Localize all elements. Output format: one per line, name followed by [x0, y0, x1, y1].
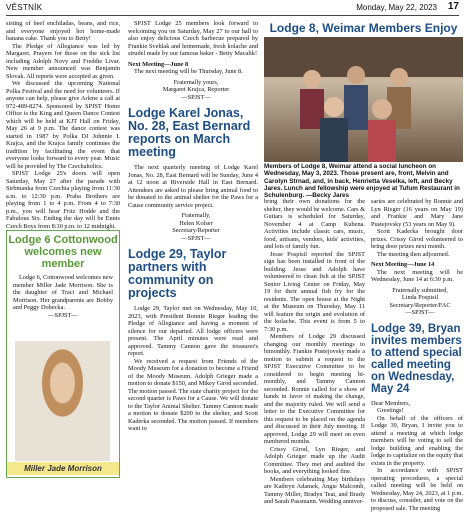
paragraph: The next meeting will be Thursday, June 8. — [134, 68, 243, 75]
photo-caption: Members of Lodge 8, Weimar attend a social luncheon on Wednesday, May 3, 2023. Those present are, front, Melvin and Carolyn Strnad, and, in back, Henrietta Veselka, left, and Becky Jares. Lunch and fellowship were enjoyed at Tufum Restaurant in Schulenburg. —Becky Jares — [264, 163, 460, 200]
signoff: Margaret Krajca, Reporter — [162, 86, 230, 93]
paragraph: In accordance with SPJST operating procedures, a special called meeting will be held on Wednesday, May 24, 2023, at 1 p.m. to discuss, consider, and vote on the proposed sale. The meeting — [371, 467, 463, 512]
column-1 — [6, 20, 120, 230]
paragraph: The next meeting will be Wednesday, June 14 at 6:30 p.m. — [371, 268, 463, 283]
paragraph: SPJST Lodge 25 members look forward to welcoming you on Saturday, May 27 to our hall to also enjoy delicious Czech barbecue prepared by Frankie Svehlak and homemade, fresh kolache and strudel made by our famous baker - Betty Macalik! — [128, 20, 258, 57]
paragraph: Crissy Girod, Lyn Rieger, and Adolph Grieger made up the Audit Committee. They met and audited the books, and everything looked fine. — [264, 445, 365, 475]
paragraph: On behalf of the officers of Lodge 39, Bryan, I invite you to attend a meeting at which lodge members will be voting to sell the lodge building and enabling the lodge to capitalize on the equity that exists in the property. — [371, 414, 463, 467]
signoff: Secretary/Reporter — [172, 227, 220, 234]
luncheon-photo — [264, 37, 463, 162]
paragraph: Members celebrating May birthdays are Kathryn Adamek, Angie Malcomb, Tammy Miller, Bradyn Teat, and Brady and Sarah Passmann. Wedding anniver- — [264, 475, 365, 505]
photo-caption: Miller Jade Morrison — [7, 462, 119, 475]
page-header — [6, 3, 459, 16]
paragraph: Lodge 29, Taylor met on Wednesday, May 10, 2023, with President Ronnie Rieger leading the Pledge of Allegiance and having a moment of silence for our departed. All lodge officers were present. The April minutes were read and approved. Tammy Cannon gave the treasurer's report. — [128, 305, 258, 357]
signoff: Fraternally, — [181, 212, 211, 219]
headline: Lodge 39, Bryan invites members to attend special called meeting on Wednesday, May 24 — [371, 322, 462, 395]
lodge6-headline: Lodge 6 Cottonwood welcomes new member — [8, 234, 118, 270]
paragraph: Lodge 6, Cottonwood welcomes new member Miller Jade Morrison. She is the daughter of Traci and Michael Morrison. Her grandparents are Bobby and Peggy Dobecka. — [13, 274, 113, 311]
paragraph: Jesse Pospisil reported the SPJST sign has been installed in front of the building. Jesse and Adolph have volunteered to clean fish at the SPJST Senior Living Center on Friday, May 19 for their annual fish fry for the residents. The open house at the Night at the Museum on Thursday, May 11 will feature the origin and evolution of the kolache. This event is from 5 to 7:30 p.m. — [264, 250, 365, 333]
headline: Lodge Karel Jonas, No. 28, East Bernard reports on March meeting — [128, 106, 251, 159]
weimar-headline: Lodge 8, Weimar Members Enjoy — [269, 21, 458, 35]
paragraph: SPJST Lodge 25's doors will open Saturday, May 27 after the parade with Strbmanka from Czechia playing from 11:30 a.m. to 12:30 p.m. Praha Brothers are playing from 1 to 4 p.m. From 4 to 7:30 p.m., you will hear Fritz Hodde and the Fabulous Six. Ending the day will be Ennis Czech Boys from 8:30 p.m. to 12 midnight. — [6, 170, 120, 230]
paragraph: saries are celebrated by Ronnie and Lyn Rieger (16 years on May 19) and Frankie and Mary Jane Pustejovsky (53 years on May 9). — [371, 198, 463, 228]
signoff: Fraternally submitted, — [392, 286, 448, 294]
column-4 — [371, 198, 463, 512]
subhead: Next Meeting—June 14 — [371, 261, 435, 268]
paragraph: Dear Members, — [371, 399, 411, 407]
column-3 — [264, 198, 365, 506]
headline: Lodge 29, Taylor partners with community on projects — [128, 247, 227, 300]
page-number: 17 — [447, 1, 459, 12]
paragraph: The next quarterly meeting of Lodge Karel Jonas, No. 28, East Bernard will be Sunday, June 4 at 12 noon at Riverside Hall in East Bernard. Attendees are asked to please bring animal food to be donated to the animal shelter for the Paws for a Cause community service project. — [128, 164, 258, 209]
paragraph: We discussed the upcoming National Polka Festival and the need for volunteers. If anyone can help, please give Arlene a call at 972-489-8274. Sponsored by SPJST Home Office is the King and Queen Dance Contest which will be held at KJT Hall on Friday, May 26 at 9 p.m. The dance contest was started in 1987 by Polka DJ Johnnie I. Krajca, and the Krajca family continues the tradition by facilitating the event that everyone looks forward to every year. Music will be provided by The Czechaholics. — [6, 80, 120, 170]
signoff: Helen Kolser — [179, 219, 213, 227]
paragraph: Members of Lodge 29 discussed changing our monthly meetings to bimonthly. Frankie Pustejovsky made a motion to submit a request to the SPJST Executive Committee to be considered to begin meeting bi-monthly, and Tammy Cannon seconded. Ronnie called for a show of hands in favor of making the change, and the majority ruled. We will send a letter to the Executive Committee for this request to be placed on the agenda and discussed in their July meeting. If approved, Lodge 29 will meet on even numbered months. — [264, 333, 365, 445]
signoff: Linda Pospisil — [401, 294, 439, 301]
lodge6-box — [6, 230, 120, 478]
separator: —SPJST— — [48, 311, 78, 319]
paragraph: sisting of beef enchiladas, beans, and rice, and everyone enjoyed hot home-made banana cake. Thank you to Betty! — [6, 20, 120, 42]
subhead: Next Meeting—June 8 — [128, 60, 189, 68]
separator: —SPJST— — [181, 234, 211, 242]
paragraph: We received a request from Friends of the Moody Museum for a donation to become a Friend of the Moody Museum. Adolph Grieger made a motion to donate $150, and Mikey Girod seconded. The motion passed. The state charity project for the second quarter is Paws for a Cause. We will donate to the Taylor Animal Shelter. Tammy Cannon made a motion to donate $200 to the shelter, and Scott Kaderka seconded. The motion passed. If members want to — [128, 357, 258, 432]
luncheon-photo-figures — [264, 37, 463, 162]
paragraph: Scott Kaderka brought door prizes. Crissy Girod volunteered to bring door prizes next month. — [371, 228, 463, 250]
separator: —SPJST— — [181, 93, 211, 101]
column-2 — [128, 20, 258, 433]
paragraph: The meeting then adjourned. — [377, 250, 450, 258]
signoff: Fraternally yours, — [173, 78, 219, 86]
signoff: Secretary/Reporter/FAC — [389, 301, 451, 309]
publication-name: VĚSTNÍK — [6, 3, 43, 12]
separator: —SPJST— — [405, 309, 435, 316]
paragraph: bring their own donations for the shelter, they would be welcome. Cars & Guitars is scheduled for Saturday, November 4 at Camp Kubena. Activities include classic cars, music, food, artisans, vendors, kids' activities, and lots of family fun. — [264, 198, 365, 250]
issue-date: Monday, May 22, 2023 — [356, 3, 437, 12]
paragraph: The Pledge of Allegiance was led by Margaret. Prayers for those on the sick list including Adolph Novy and Freddie Livar. New member announced was Benjamin Slovak. All reports were accepted as given. — [6, 42, 120, 80]
member-photo — [15, 341, 110, 461]
lodge6-body — [7, 270, 119, 323]
paragraph: Greetings! — [377, 407, 404, 414]
